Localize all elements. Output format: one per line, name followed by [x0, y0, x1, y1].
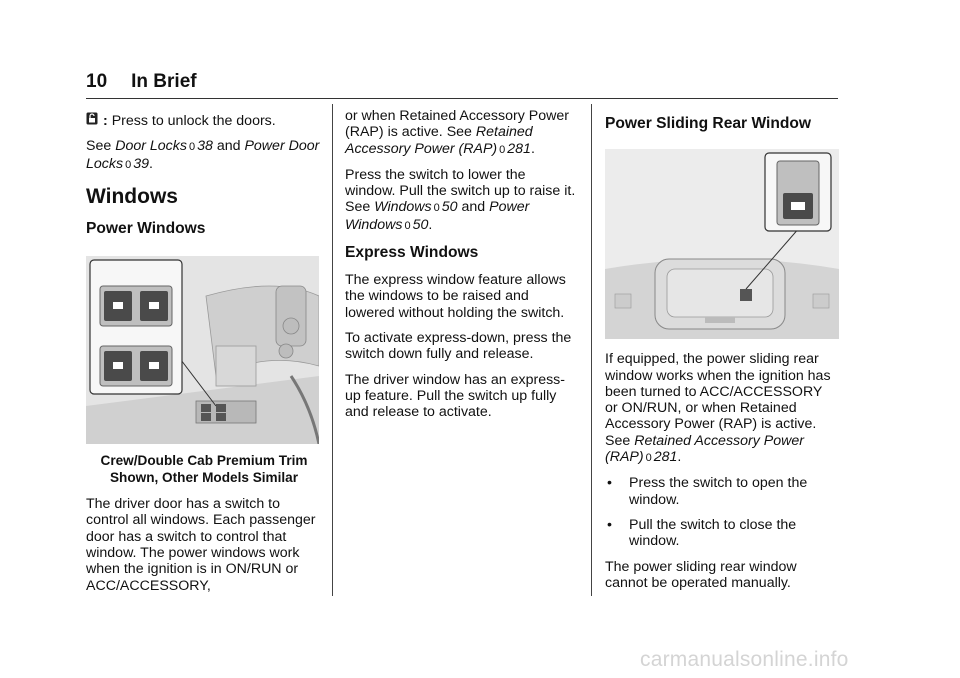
column-left — [86, 112, 322, 603]
header-rule — [86, 98, 838, 99]
page-ref-39[interactable]: 39 — [133, 155, 149, 172]
period: . — [677, 449, 682, 466]
link-power-windows[interactable]: Power Windows — [345, 199, 530, 233]
page-reference-icon: 0 — [433, 202, 440, 215]
period: . — [148, 155, 153, 172]
page-reference-icon: 0 — [125, 158, 132, 171]
page-ref-281[interactable]: 281 — [653, 449, 678, 466]
link-rap[interactable]: Retained Accessory Power (RAP) — [345, 124, 533, 157]
manual-operation-note: The power sliding rear window cannot be operated manually. — [605, 558, 797, 591]
page-reference-icon: 0 — [499, 143, 506, 156]
link-door-locks[interactable]: Door Locks — [115, 138, 187, 155]
page-number: 10 — [86, 71, 108, 92]
page-ref-50[interactable]: 50 — [441, 199, 458, 216]
period: . — [428, 216, 433, 233]
windows-heading: Windows — [86, 184, 178, 208]
rap-text: or when Retained Accessory Power (RAP) is active. See — [345, 108, 569, 141]
page-ref-38[interactable]: 38 — [197, 138, 213, 155]
page-ref-281[interactable]: 281 — [507, 140, 531, 157]
column-divider-left — [332, 104, 333, 596]
bullet-icon: • — [607, 516, 612, 533]
switch-text: Press the switch to lower the window. Pull the switch up to raise it. See — [345, 166, 576, 216]
power-windows-heading: Power Windows — [86, 219, 206, 237]
caption-line-1: Crew/Double Cab Premium Trim — [100, 453, 308, 469]
caption-line-2: Shown, Other Models Similar — [109, 470, 299, 486]
unlock-text: Press to unlock the doors. — [111, 113, 276, 129]
express-paragraph-2: To activate express-down, press the switch down fully and release. — [345, 329, 572, 363]
link-rap[interactable]: Retained Accessory Power (RAP) — [605, 432, 805, 466]
period: . — [530, 140, 535, 157]
unlock-door-icon — [86, 112, 98, 125]
unlock-paragraph — [86, 112, 322, 129]
and-label: and — [216, 138, 241, 155]
power-windows-body: The driver door has a switch to control all windows. Each passenger door has a switch to control that window. The power windows work when the ignition is in ON/RUN or ACC/ACCESSORY, — [86, 496, 316, 594]
page-reference-icon: 0 — [188, 141, 196, 154]
page-reference-icon: 0 — [645, 452, 652, 465]
and-label: and — [461, 199, 486, 216]
column-right — [605, 108, 838, 600]
column-divider-right — [591, 104, 592, 596]
sliding-window-text: If equipped, the power sliding rear window works when the ignition has been turned to ACC/ACCESSORY or ON/RUN, or when Retained Accessory Power (RAP) is active. See — [605, 351, 831, 449]
page-ref-50b[interactable]: 50 — [412, 216, 429, 233]
express-windows-heading: Express Windows — [345, 244, 479, 262]
link-power-door-locks[interactable]: Power Door Locks — [86, 138, 320, 172]
switch-paragraph — [345, 167, 579, 234]
bullet-text: Press the switch to open the window. — [629, 475, 808, 508]
link-windows[interactable]: Windows — [374, 199, 432, 216]
rap-continuation — [345, 108, 579, 158]
bullet-text: Pull the switch to close the window. — [629, 516, 797, 550]
column-middle — [345, 108, 579, 429]
power-sliding-rear-window-heading: Power Sliding Rear Window — [605, 115, 812, 132]
express-paragraph-1: The express window feature allows the windows to be raised and lowered without holding the switch. — [345, 272, 566, 321]
sliding-window-paragraph — [605, 351, 838, 466]
power-window-switch-illustration — [86, 256, 319, 444]
unlock-colon: : — [103, 113, 108, 129]
rear-window-switch-illustration — [605, 149, 839, 339]
figure-caption — [86, 452, 322, 486]
page-reference-icon: 0 — [404, 219, 411, 232]
watermark: carmanualsonline.info — [640, 648, 849, 671]
section-title: In Brief — [131, 71, 197, 92]
page-header — [86, 70, 838, 94]
bullet-icon: • — [607, 475, 612, 492]
door-locks-reference — [86, 138, 322, 173]
express-paragraph-3: The driver window has an express-up feature. Pull the switch up fully and release to activate. — [345, 371, 566, 421]
list-item — [605, 475, 838, 508]
see-label: See — [86, 138, 112, 155]
list-item — [605, 517, 838, 550]
